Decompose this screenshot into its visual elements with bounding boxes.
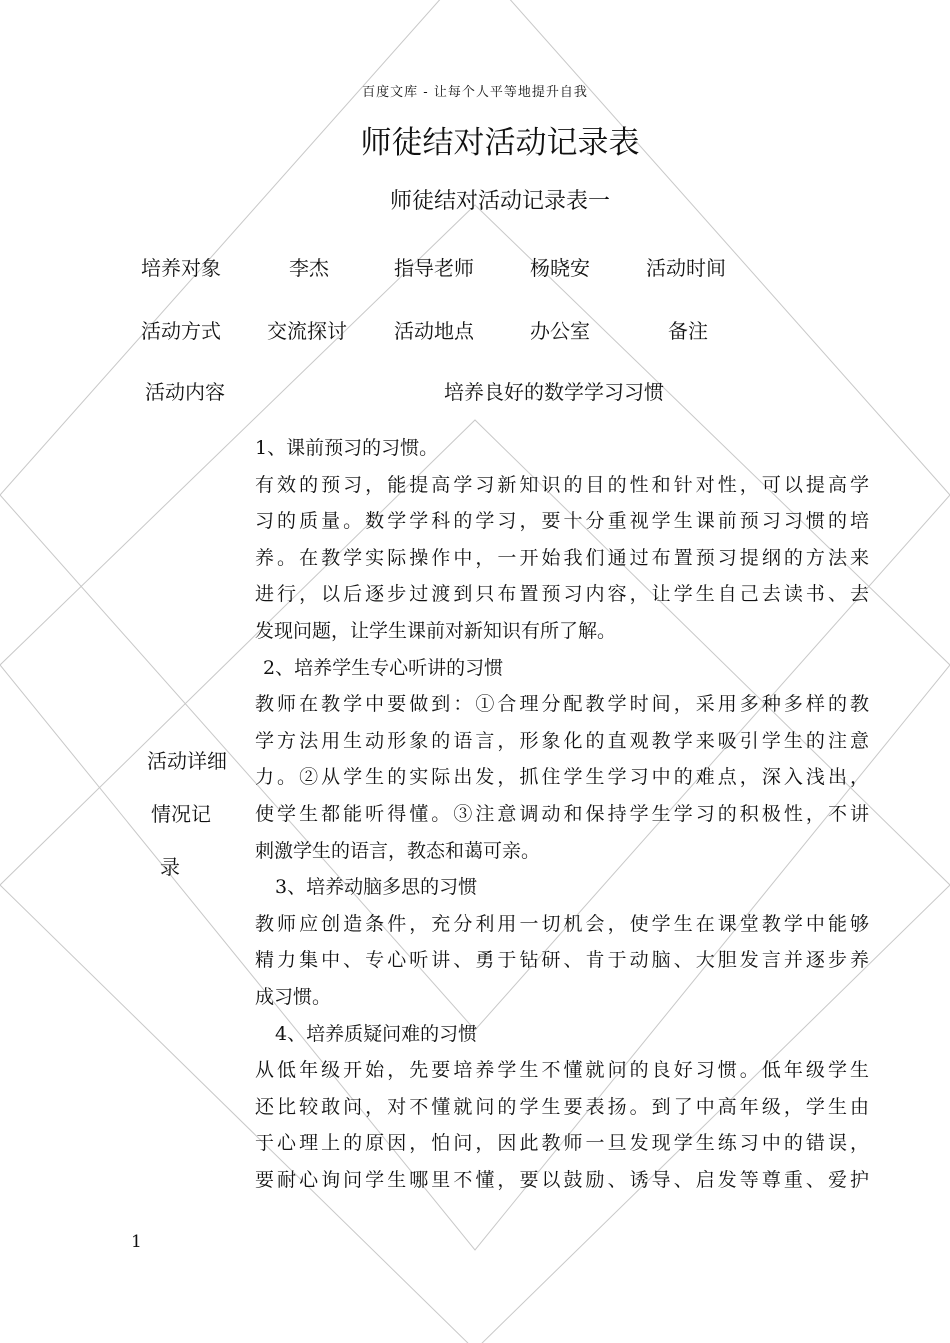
- detail-line: 使学生都能听得懂。③注意调动和保持学生学习的积极性，不讲: [255, 802, 869, 825]
- detail-line: 教师应创造条件，充分利用一切机会，使学生在课堂教学中能够: [255, 912, 869, 935]
- detail-line: 4、培养质疑问难的习惯: [275, 1022, 478, 1045]
- detail-line: 习的质量。数学学科的学习，要十分重视学生课前预习习惯的培: [255, 510, 869, 533]
- detail-line: 发现问题，让学生课前对新知识有所了解。: [255, 619, 617, 642]
- detail-label-line-3: 录: [160, 855, 180, 879]
- page-number: 1: [131, 1232, 142, 1252]
- detail-label-line-1: 活动详细: [147, 749, 227, 773]
- detail-line: 力。②从学生的实际出发，抓住学生学习中的难点，深入浅出，: [255, 766, 869, 789]
- detail-line: 还比较敢问，对不懂就问的学生要表扬。到了中高年级，学生由: [255, 1095, 869, 1118]
- label-activity-content: 活动内容: [145, 380, 225, 404]
- detail-line: 教师在教学中要做到：①合理分配教学时间，采用多种多样的教: [255, 693, 869, 716]
- label-remarks: 备注: [668, 319, 708, 343]
- value-trainee: 李杰: [289, 256, 329, 280]
- detail-line: 精力集中、专心听讲、勇于钻研、肯于动脑、大胆发言并逐步养: [255, 949, 869, 972]
- detail-line: 养。在教学实际操作中，一开始我们通过布置预习提纲的方法来: [255, 546, 869, 569]
- detail-line: 从低年级开始，先要培养学生不懂就问的良好习惯。低年级学生: [255, 1059, 869, 1082]
- value-mentor: 杨晓安: [530, 256, 590, 280]
- detail-line: 3、培养动脑多思的习惯: [275, 876, 478, 899]
- detail-line: 1、课前预习的习惯。: [255, 437, 439, 459]
- label-activity-location: 活动地点: [394, 319, 474, 343]
- label-activity-method: 活动方式: [141, 319, 221, 343]
- label-mentor: 指导老师: [394, 256, 474, 280]
- document-title: 师徒结对活动记录表: [360, 125, 640, 161]
- detail-line: 于心理上的原因，怕问，因此教师一旦发现学生练习中的错误，: [255, 1132, 869, 1155]
- detail-line: 2、培养学生专心听讲的习惯: [263, 656, 504, 679]
- value-activity-method: 交流探讨: [267, 319, 347, 343]
- value-activity-content: 培养良好的数学学习习惯: [444, 380, 664, 404]
- detail-line: 刺激学生的语言，教态和蔼可亲。: [255, 839, 541, 862]
- detail-line: 要耐心询问学生哪里不懂，要以鼓励、诱导、启发等尊重、爱护: [255, 1168, 869, 1191]
- detail-line: 成习惯。: [255, 985, 332, 1008]
- detail-line: 有效的预习，能提高学习新知识的目的性和针对性，可以提高学: [255, 473, 869, 496]
- value-activity-location: 办公室: [530, 319, 590, 343]
- detail-line: 进行，以后逐步过渡到只布置预习内容，让学生自己去读书、去: [255, 583, 869, 606]
- label-activity-time: 活动时间: [646, 256, 726, 280]
- document-subtitle: 师徒结对活动记录表一: [389, 189, 610, 214]
- detail-label-line-2: 情况记: [151, 802, 211, 826]
- document-header: 百度文库 - 让每个人平等地提升自我: [362, 85, 588, 100]
- detail-line: 学方法用生动形象的语言，形象化的直观教学来吸引学生的注意: [255, 729, 869, 752]
- label-trainee: 培养对象: [141, 256, 221, 280]
- activity-detail-text: [255, 430, 869, 1198]
